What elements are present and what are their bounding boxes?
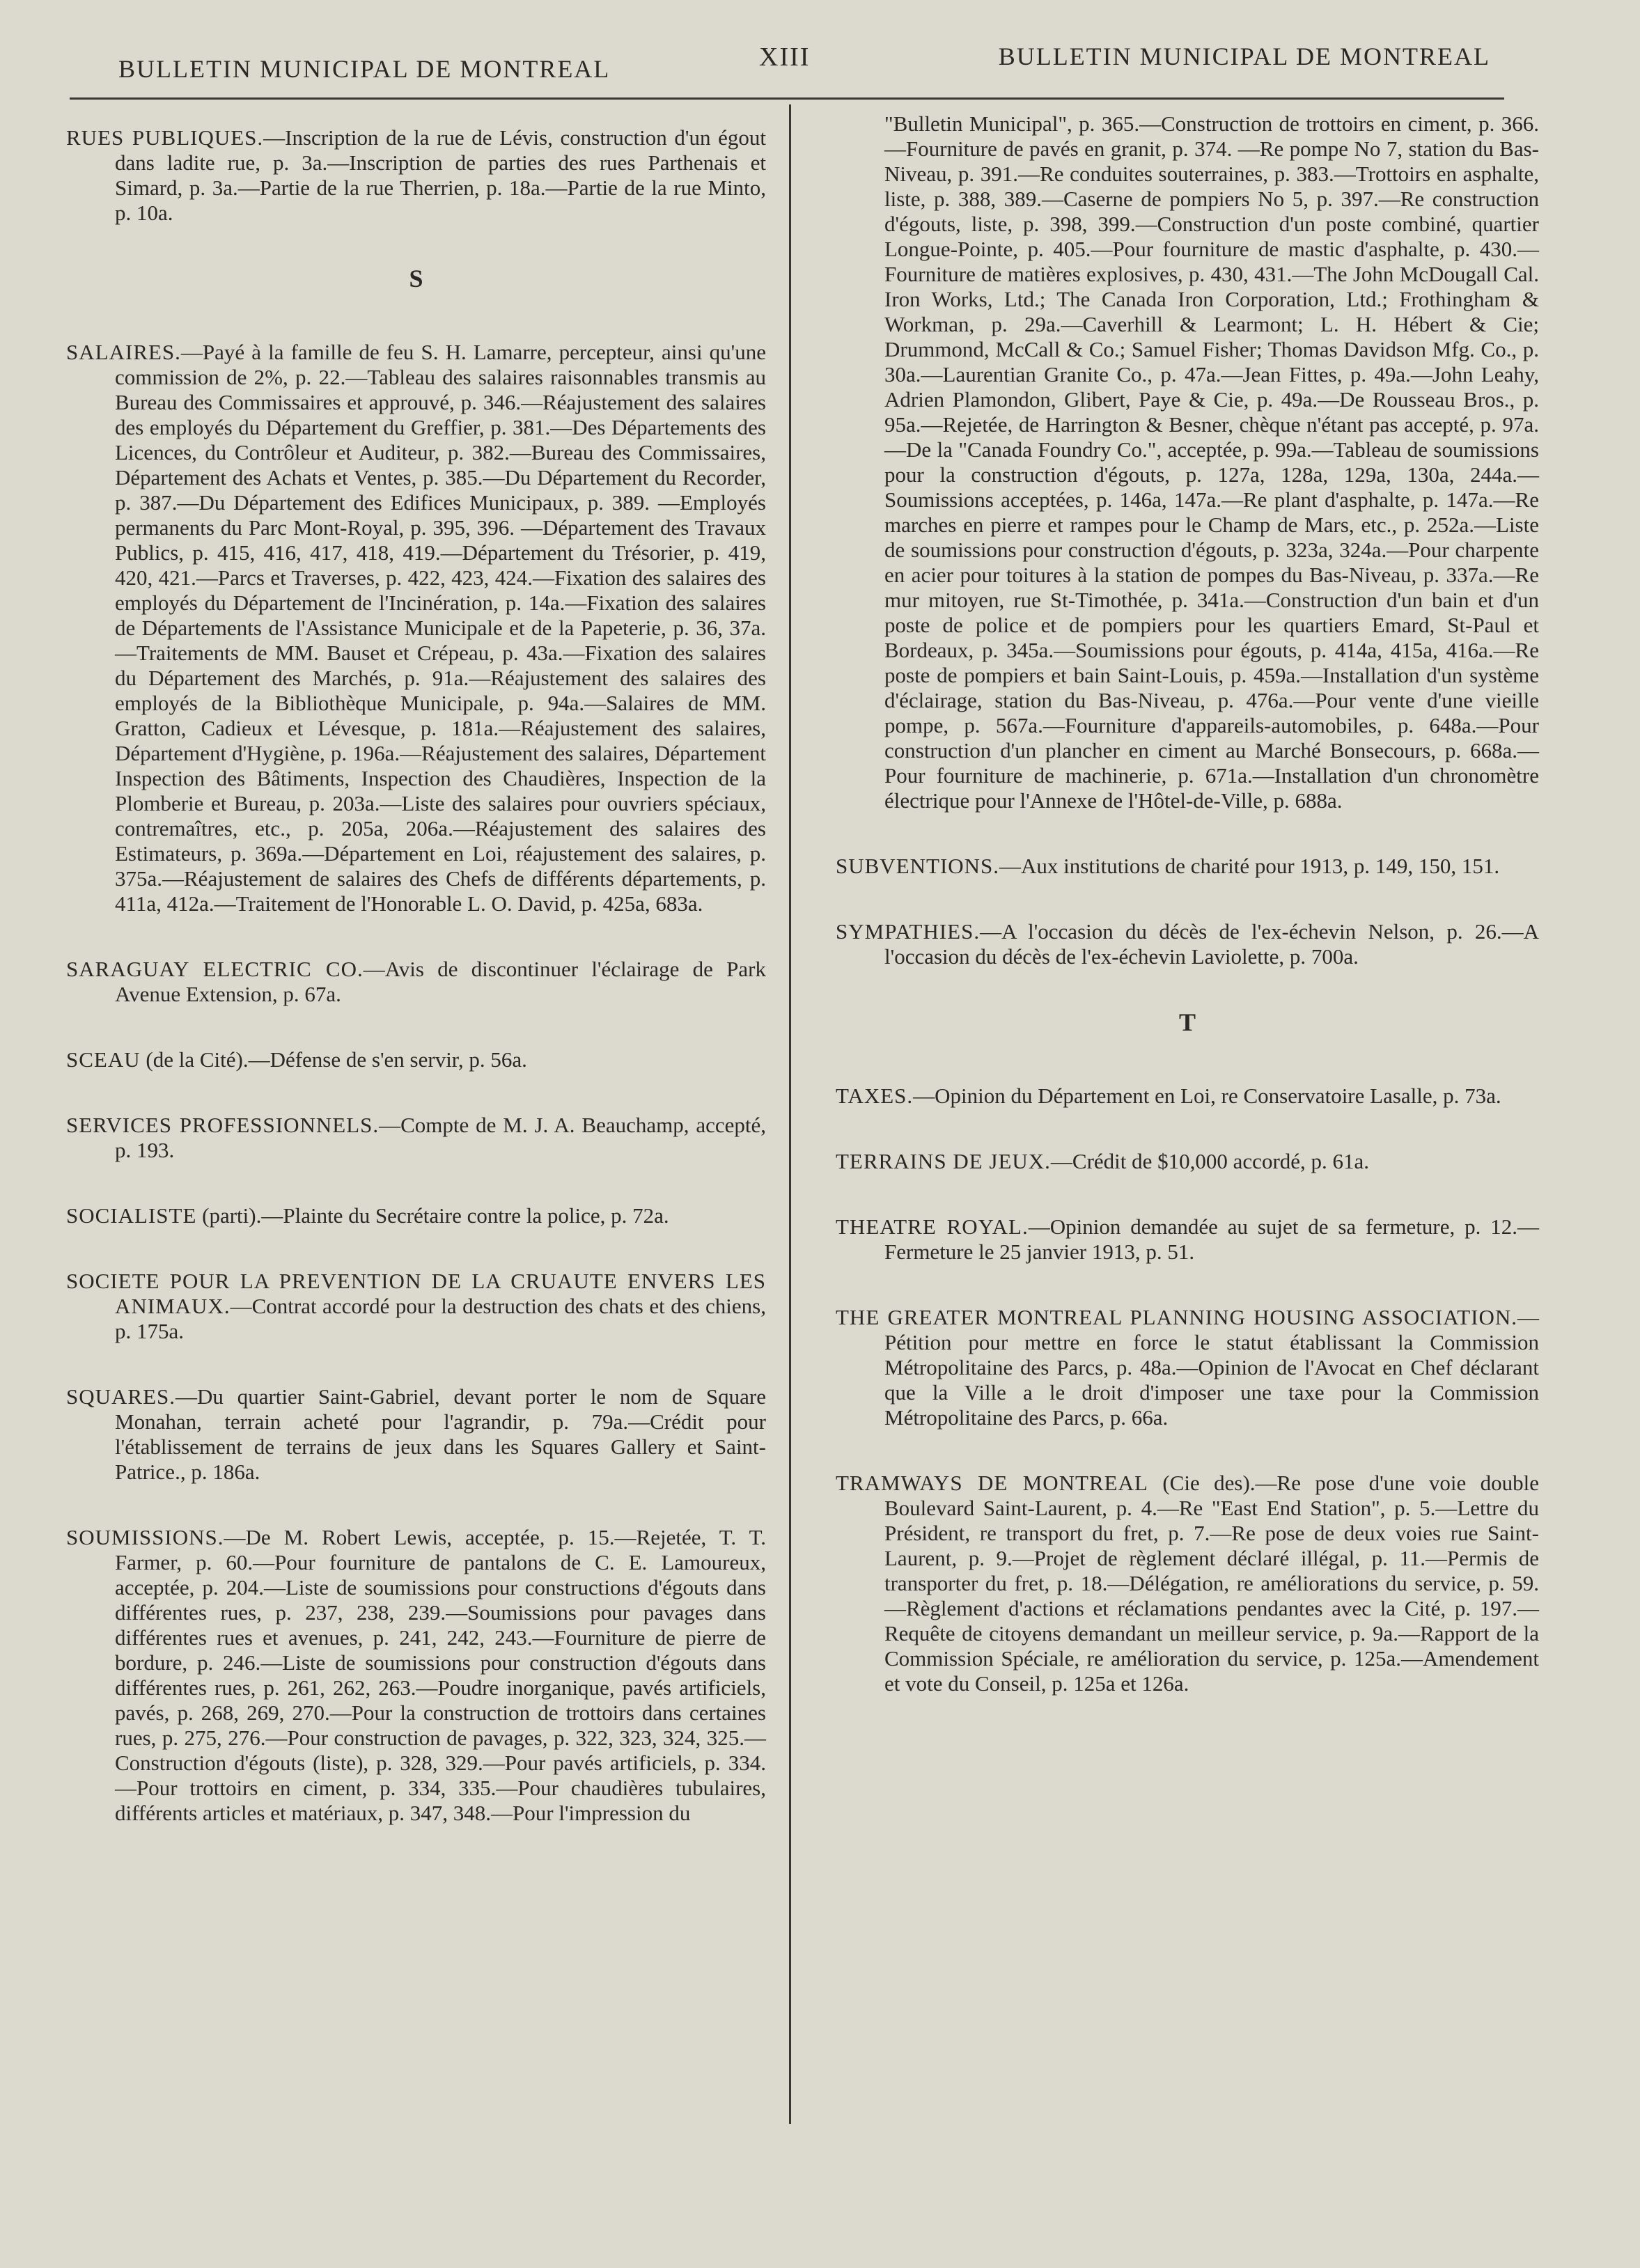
section-letter-t: T bbox=[1178, 1008, 1196, 1036]
index-entry-sceau bbox=[66, 1047, 766, 1072]
entry-heading: RUES PUBLIQUES. bbox=[66, 125, 264, 150]
entry-heading: SOCIALISTE bbox=[66, 1203, 197, 1228]
entry-heading: SQUARES. bbox=[66, 1384, 176, 1409]
entry-heading: SUBVENTIONS. bbox=[836, 854, 1000, 878]
index-entry-subventions bbox=[836, 854, 1539, 879]
entry-text: —Opinion du Département en Loi, re Conservatoire Lasalle, p. 73a. bbox=[913, 1084, 1501, 1108]
left-column bbox=[66, 125, 766, 1866]
entry-text: —De M. Robert Lewis, acceptée, p. 15.—Rejetée, T. T. Farmer, p. 60.—Pour fourniture de pantalons de C. E. Lamoureux, acceptée, p. 204.—Liste de soumissions pour constructions d'égouts dans différentes rues, p. 237, 238, 239.—Soumissions pour pavages dans différentes rues et avenues, p. 241, 242, 243.—Fourniture de pierre de bordure, p. 246.—Liste de soumissions pour construction d'égouts dans différentes rues, p. 261, 262, 263.—Poudre inorganique, pavés artificiels, pavés, p. 268, 269, 270.—Pour la construction de trottoirs dans certaines rues, p. 275, 276.—Pour construction de pavages, p. 322, 323, 324, 325.—Construction d'égouts (liste), p. 328, 329.—Pour pavés artificiels, p. 334.—Pour trottoirs en ciment, p. 334, 335.—Pour chaudières tubulaires, différents articles et matériaux, p. 347, 348.—Pour l'impression du bbox=[115, 1525, 766, 1825]
page-number: XIII bbox=[759, 42, 811, 72]
entry-heading: SCEAU bbox=[66, 1047, 141, 1072]
entry-text: (Cie des).—Re pose d'une voie double Boulevard Saint-Laurent, p. 4.—Re "East End Station", p. 5.—Lettre du Président, re transport du fret, p. 7.—Re pose de deux voies rue Saint-Laurent, p. 9.—Projet de règlement déclaré illégal, p. 11.—Permis de transporter du fret, p. 18.—Délégation, re améliorations du service, p. 59.—Règlement d'actions et réclamations pendantes avec la Cité, p. 197.—Requête de citoyens demandant un meilleur service, p. 9a.—Rapport de la Commission Spéciale, re amélioration du service, p. 125a.—Amendement et vote du Conseil, p. 125a et 126a. bbox=[884, 1471, 1539, 1696]
entry-text: "Bulletin Municipal", p. 365.—Construction de trottoirs en ciment, p. 366.—Fourniture de pavés en granit, p. 374. —Re pompe No 7, station du Bas-Niveau, p. 391.—Re conduites souterraines, p. 383.—Trottoirs en asphalte, liste, p. 388, 389.—Caserne de pompiers No 5, p. 397.—Re construction d'égouts, liste, p. 398, 399.—Construction d'un poste combiné, quartier Longue-Pointe, p. 405.—Pour fourniture de mastic d'asphalte, p. 430.—Fourniture de matières explosives, p. 430, 431.—The John McDougall Cal. Iron Works, Ltd.; The Canada Iron Corporation, Ltd.; Frothingham & Workman, p. 29a.—Caverhill & Learmont; L. H. Hébert & Cie; Drummond, McCall & Co.; Samuel Fisher; Thomas Davidson Mfg. Co., p. 30a.—Laurentian Granite Co., p. 47a.—Jean Fittes, p. 49a.—John Leahy, Adrien Plamondon, Glibert, Paye & Cie, p. 49a.—De Rousseau Bros., p. 95a.—Rejetée, de Harrington & Besner, chèque n'étant pas accepté, p. 97a. —De la "Canada Foundry Co.", acceptée, p. 99a.—Tableau de soumissions pour la construction d'égouts, p. 127a, 128a, 129a, 130a, 244a.—Soumissions acceptées, p. 146a, 147a.—Re plant d'asphalte, p. 147a.—Re marches en pierre et rampes pour le Champ de Mars, etc., p. 252a.—Liste de soumissions pour construction d'égouts, p. 323a, 324a.—Pour charpente en acier pour toitures à la station de pompes du Bas-Niveau, p. 337a.—Re mur mitoyen, rue St-Timothée, p. 341a.—Construction d'un bain et d'un poste de police et de pompiers pour les quartiers Emard, St-Paul et Bordeaux, p. 345a.—Soumissions pour égouts, p. 414a, 415a, 416a.—Re poste de pompiers et bain Saint-Louis, p. 459a.—Installation d'un système d'éclairage, station du Bas-Niveau, p. 476a.—Pour vente d'une vieille pompe, p. 567a.—Fourniture d'appareils-automobiles, p. 648a.—Pour construction d'un plancher en ciment au Marché Bonsecours, p. 668a.—Pour fourniture de machinerie, p. 671a.—Installation d'un chronomètre électrique pour l'Annexe de l'Hôtel-de-Ville, p. 688a. bbox=[884, 111, 1539, 813]
entry-text: —Crédit de $10,000 accordé, p. 61a. bbox=[1050, 1149, 1370, 1173]
entry-text: —A l'occasion du décès de l'ex-échevin Nelson, p. 26.—A l'occasion du décès de l'ex-échevin Laviolette, p. 700a. bbox=[884, 919, 1539, 969]
right-column bbox=[836, 111, 1539, 1737]
entry-heading: TAXES. bbox=[836, 1084, 914, 1108]
entry-heading: SARAGUAY ELECTRIC CO. bbox=[66, 957, 364, 981]
entry-heading: THE GREATER MONTREAL PLANNING HOUSING ASSOCIATION. bbox=[836, 1305, 1517, 1329]
index-entry-rues-publiques bbox=[66, 125, 766, 226]
entry-heading: SOCIETE POUR LA PREVENTION DE LA CRUAUTE ENVERS LES ANIMAUX. bbox=[66, 1269, 766, 1318]
entry-heading: SALAIRES. bbox=[66, 340, 181, 364]
index-entry-societe bbox=[66, 1269, 766, 1344]
section-letter-s: S bbox=[409, 265, 423, 292]
index-entry-salaires bbox=[66, 340, 766, 916]
index-entry-terrains bbox=[836, 1149, 1539, 1174]
entry-text: —Opinion demandée au sujet de sa fermeture, p. 12.—Fermeture le 25 janvier 1913, p. 51. bbox=[884, 1214, 1539, 1264]
entry-heading: SYMPATHIES. bbox=[836, 919, 981, 944]
entry-text: —Compte de M. J. A. Beauchamp, accepté, p. 193. bbox=[115, 1113, 766, 1162]
entry-heading: THEATRE ROYAL. bbox=[836, 1214, 1029, 1239]
entry-heading: TERRAINS DE JEUX. bbox=[836, 1149, 1051, 1173]
entry-text: (parti).—Plainte du Secrétaire contre la police, p. 72a. bbox=[196, 1203, 669, 1228]
entry-text: —Payé à la famille de feu S. H. Lamarre, percepteur, ainsi qu'une commission de 2%, p. 22.—Tableau des salaires raisonnables transmis au Bureau des Commissaires et approuvé, p. 346.—Réajustement des salaires des employés du Département du Greffier, p. 381.—Des Départements des Licences, du Contrôleur et Auditeur, p. 382.—Bureau des Commissaires, Département des Achats et Ventes, p. 385.—Du Département du Recorder, p. 387.—Du Département des Edifices Municipaux, p. 389. —Employés permanents du Parc Mont-Royal, p. 395, 396. —Département des Travaux Publics, p. 415, 416, 417, 418, 419.—Département du Trésorier, p. 419, 420, 421.—Parcs et Traverses, p. 422, 423, 424.—Fixation des salaires des employés du Département de l'Incinération, p. 14a.—Fixation des salaires de Départements de l'Assistance Municipale et de la Papeterie, p. 36, 37a.—Traitements de MM. Bauset et Crépeau, p. 43a.—Fixation des salaires du Département des Marchés, p. 91a.—Réajustement des salaires des employés de la Bibliothèque Municipale, p. 94a.—Salaires de MM. Gratton, Cadieux et Lévesque, p. 181a.—Réajustement des salaires, Département d'Hygiène, p. 196a.—Réajustement des salaires, Département Inspection des Bâtiments, Inspection des Chaudières, Inspection de la Plomberie et Bureau, p. 203a.—Liste des salaires pour ouvriers spéciaux, contremaîtres, etc., p. 205a, 206a.—Réajustement des salaires des Estimateurs, p. 369a.—Département en Loi, réajustement des salaires, p. 375a.—Réajustement de salaires des Chefs de différents départements, p. 411a, 412a.—Traitement de l'Honorable L. O. David, p. 425a, 683a. bbox=[115, 340, 766, 916]
column-divider bbox=[789, 104, 791, 2124]
entry-heading: SOUMISSIONS. bbox=[66, 1525, 224, 1549]
entry-text: —Du quartier Saint-Gabriel, devant porter le nom de Square Monahan, terrain acheté pour l'agrandir, p. 79a.—Crédit pour l'établissement de terrains de jeux dans les Squares Gallery et Saint-Patrice., p. 186a. bbox=[115, 1384, 766, 1484]
index-entry-soumissions bbox=[66, 1525, 766, 1826]
index-entry-greater-montreal bbox=[836, 1305, 1539, 1430]
entry-text: —Contrat accordé pour la destruction des chats et des chiens, p. 175a. bbox=[115, 1294, 766, 1343]
page-header bbox=[111, 42, 1497, 91]
index-entry-soumissions-continued bbox=[836, 111, 1539, 813]
index-entry-squares bbox=[66, 1384, 766, 1485]
index-entry-sympathies bbox=[836, 919, 1539, 969]
index-entry-socialiste bbox=[66, 1203, 766, 1228]
index-entry-taxes bbox=[836, 1084, 1539, 1109]
index-entry-tramways bbox=[836, 1471, 1539, 1696]
index-entry-theatre bbox=[836, 1214, 1539, 1265]
entry-text: —Pétition pour mettre en force le statut établissant la Commission Métropolitaine des Parcs, p. 48a.—Opinion de l'Avocat en Chef déclarant que la Ville a le droit d'imposer une taxe pour la Commission Métropolitaine des Parcs, p. 66a. bbox=[884, 1305, 1539, 1430]
entry-heading: TRAMWAYS DE MONTREAL bbox=[836, 1471, 1148, 1495]
entry-text: (de la Cité).—Défense de s'en servir, p. 56a. bbox=[140, 1047, 527, 1072]
index-entry-services bbox=[66, 1113, 766, 1163]
entry-text: —Avis de discontinuer l'éclairage de Park Avenue Extension, p. 67a. bbox=[115, 957, 766, 1006]
entry-heading: SERVICES PROFESSIONNELS. bbox=[66, 1113, 380, 1137]
entry-text: —Inscription de la rue de Lévis, construction d'un égout dans ladite rue, p. 3a.—Inscription de parties des rues Parthenais et Simard, p. 3a.—Partie de la rue Therrien, p. 18a.—Partie de la rue Minto, p. 10a. bbox=[115, 125, 766, 225]
header-title-right: BULLETIN MUNICIPAL DE MONTREAL bbox=[998, 42, 1490, 70]
header-rule bbox=[70, 97, 1504, 100]
entry-text: —Aux institutions de charité pour 1913, p. 149, 150, 151. bbox=[999, 854, 1500, 878]
index-entry-saraguay bbox=[66, 957, 766, 1007]
header-title-left: BULLETIN MUNICIPAL DE MONTREAL bbox=[118, 55, 611, 83]
